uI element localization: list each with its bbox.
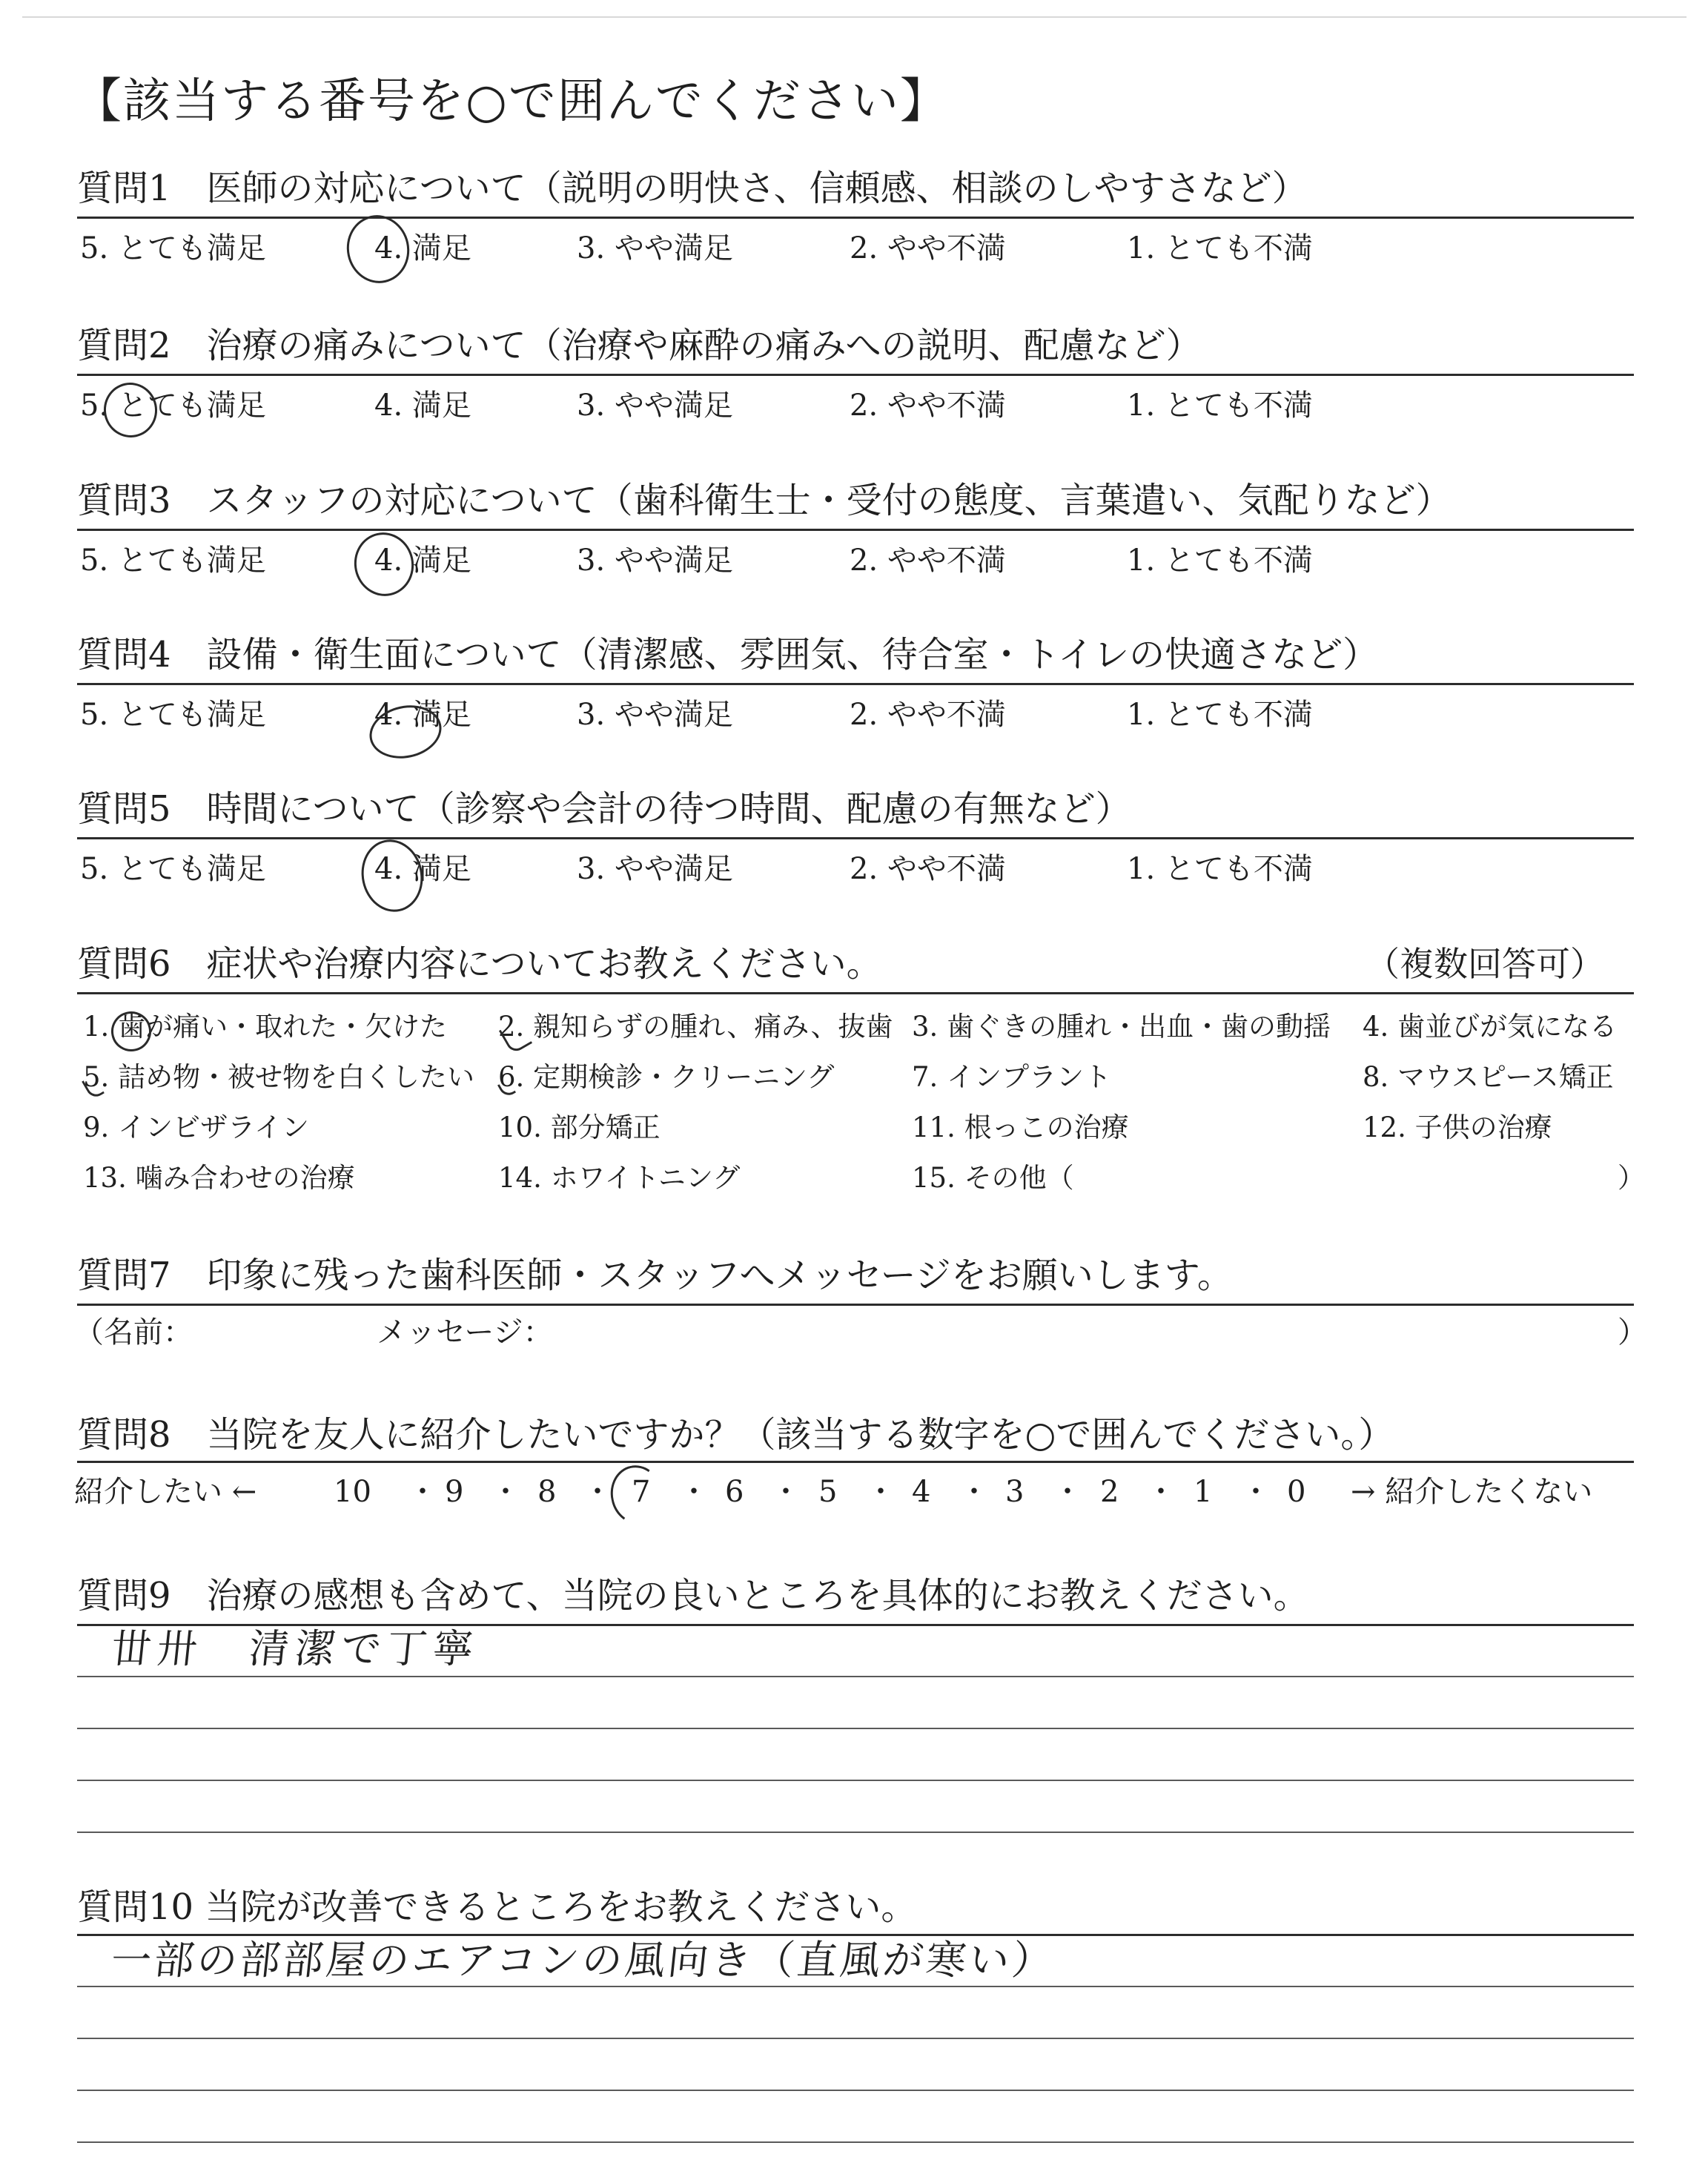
q8-separator: ・ xyxy=(491,1475,520,1509)
q6-option-15-close: ） xyxy=(1618,1162,1645,1194)
q8-scale-6[interactable]: 6 xyxy=(725,1475,744,1509)
q4-option-5[interactable]: 5. とても満足 xyxy=(80,698,266,732)
q4-title: 質問4 設備・衛生面について（清潔感、雰囲気、待合室・トイレの快適さなど） xyxy=(77,634,1379,676)
q1-rule xyxy=(77,217,1634,219)
q5-rule xyxy=(77,837,1634,839)
q7-rule xyxy=(77,1304,1634,1306)
q2-option-3[interactable]: 3. やや満足 xyxy=(577,389,733,423)
q2-option-2[interactable]: 2. やや不満 xyxy=(850,389,1006,423)
q6-option-4[interactable]: 4. 歯並びが気になる xyxy=(1363,1011,1618,1043)
q8-scale-0[interactable]: 0 xyxy=(1287,1475,1306,1509)
q3-title: 質問3 スタッフの対応について（歯科衛生士・受付の態度、言葉遣い、気配りなど） xyxy=(77,480,1452,521)
q2-option-1[interactable]: 1. とても不満 xyxy=(1127,389,1313,423)
q5-option-2[interactable]: 2. やや不満 xyxy=(850,852,1006,886)
q8-scale-3[interactable]: 3 xyxy=(1005,1475,1025,1509)
q8-scale-4[interactable]: 4 xyxy=(912,1475,931,1509)
q10-answer-line xyxy=(77,1986,1634,1987)
q7-message-label: メッセージ： xyxy=(377,1315,553,1350)
q8-right-label: → 紹介したくない xyxy=(1351,1475,1593,1509)
q8-scale-10[interactable]: 10 xyxy=(334,1475,371,1509)
q5-option-4[interactable]: 4. 満足 xyxy=(374,852,471,886)
q8-scale-2[interactable]: 2 xyxy=(1100,1475,1119,1509)
q10-answer-line xyxy=(77,2141,1634,2143)
q4-option-4[interactable]: 4. 満足 xyxy=(374,698,471,732)
q8-separator: ・ xyxy=(866,1475,896,1509)
q6-note: （複数回答可） xyxy=(1366,944,1604,984)
q4-option-1[interactable]: 1. とても不満 xyxy=(1127,698,1313,732)
q1-option-4[interactable]: 4. 満足 xyxy=(374,231,471,265)
q8-separator: ・ xyxy=(1146,1475,1176,1509)
q8-selection-circle xyxy=(605,1461,668,1530)
q10-answer[interactable]: 一部の部部屋のエアコンの風向き（直風が寒い） xyxy=(108,1937,1058,1984)
q2-option-4[interactable]: 4. 満足 xyxy=(374,389,471,423)
q5-option-3[interactable]: 3. やや満足 xyxy=(577,852,733,886)
q6-option-5[interactable]: 5. 詰め物・被せ物を白くしたい xyxy=(83,1061,475,1093)
q5-selection-circle xyxy=(355,834,430,918)
q3-option-4[interactable]: 4. 満足 xyxy=(374,544,471,578)
q8-scale-1[interactable]: 1 xyxy=(1194,1475,1213,1509)
q4-option-3[interactable]: 3. やや満足 xyxy=(577,698,733,732)
q9-title: 質問9 治療の感想も含めて、当院の良いところを具体的にお教えください。 xyxy=(77,1575,1309,1616)
q8-separator: ・ xyxy=(959,1475,989,1509)
q2-option-5[interactable]: 5. とても満足 xyxy=(80,389,266,423)
q8-scale-9[interactable]: 9 xyxy=(445,1475,464,1509)
q5-option-5[interactable]: 5. とても満足 xyxy=(80,852,266,886)
q2-title: 質問2 治療の痛みについて（治療や麻酔の痛みへの説明、配慮など） xyxy=(77,325,1202,366)
q6-title: 質問6 症状や治療内容についてお教えください。 xyxy=(77,943,882,985)
q3-option-1[interactable]: 1. とても不満 xyxy=(1127,544,1313,578)
q9-answer-line xyxy=(77,1832,1634,1833)
q9-answer-line xyxy=(77,1780,1634,1781)
q8-rule xyxy=(77,1461,1634,1463)
q8-separator: ・ xyxy=(1053,1475,1082,1509)
q5-option-1[interactable]: 1. とても不満 xyxy=(1127,852,1313,886)
q3-rule xyxy=(77,529,1634,531)
q6-option-12[interactable]: 12. 子供の治療 xyxy=(1363,1112,1552,1143)
q8-title: 質問8 当院を友人に紹介したいですか？（該当する数字を○で囲んでください。） xyxy=(77,1414,1394,1456)
q10-answer-line xyxy=(77,2038,1634,2039)
q1-selection-circle xyxy=(340,209,415,288)
q9-answer-line xyxy=(77,1728,1634,1729)
q8-scale-8[interactable]: 8 xyxy=(537,1475,557,1509)
q4-rule xyxy=(77,683,1634,685)
q8-scale-7[interactable]: 7 xyxy=(632,1475,651,1509)
q6-option-6[interactable]: 6. 定期検診・クリーニング xyxy=(498,1061,835,1093)
q1-option-2[interactable]: 2. やや不満 xyxy=(850,231,1006,265)
q9-answer[interactable]: 丗卅 清潔で丁寧 xyxy=(108,1625,482,1672)
q3-option-3[interactable]: 3. やや満足 xyxy=(577,544,733,578)
q10-answer-line xyxy=(77,2090,1634,2091)
q6-option-11[interactable]: 11. 根っこの治療 xyxy=(912,1112,1129,1143)
q8-separator: ・ xyxy=(771,1475,801,1509)
q8-scale-5[interactable]: 5 xyxy=(818,1475,838,1509)
q3-option-5[interactable]: 5. とても満足 xyxy=(80,544,266,578)
q4-option-2[interactable]: 2. やや不満 xyxy=(850,698,1006,732)
q7-title: 質問7 印象に残った歯科医師・スタッフへメッセージをお願いします。 xyxy=(77,1255,1233,1296)
q3-option-2[interactable]: 2. やや不満 xyxy=(850,544,1006,578)
q6-option-10[interactable]: 10. 部分矯正 xyxy=(498,1112,661,1143)
q3-selection-circle xyxy=(348,527,420,602)
q10-rule xyxy=(77,1934,1634,1936)
q7-close-paren: ） xyxy=(1618,1315,1647,1350)
page-heading: 【該当する番号を○で囲んでください】 xyxy=(74,74,949,129)
q5-title: 質問5 時間について（診察や会計の待つ時間、配慮の有無など） xyxy=(77,788,1131,830)
q7-name-label: （名前： xyxy=(74,1315,193,1350)
q6-rule xyxy=(77,992,1634,994)
q8-separator: ・ xyxy=(583,1475,612,1509)
q6-option-2[interactable]: 2. 親知らずの腫れ、痛み、抜歯 xyxy=(498,1011,893,1043)
q2-rule xyxy=(77,374,1634,376)
q8-left-label: 紹介したい ← xyxy=(74,1475,257,1509)
q8-separator: ・ xyxy=(408,1475,437,1509)
q6-option-1[interactable]: 1. 歯が痛い・取れた・欠けた xyxy=(83,1011,448,1043)
q8-separator: ・ xyxy=(679,1475,709,1509)
q1-option-3[interactable]: 3. やや満足 xyxy=(577,231,733,265)
q9-answer-line xyxy=(77,1676,1634,1677)
q1-title: 質問1 医師の対応について（説明の明快さ、信頼感、相談のしやすさなど） xyxy=(77,168,1308,209)
q6-option-8[interactable]: 8. マウスピース矯正 xyxy=(1363,1061,1614,1093)
q1-option-5[interactable]: 5. とても満足 xyxy=(80,231,266,265)
q6-option-14[interactable]: 14. ホワイトニング xyxy=(498,1162,741,1194)
q10-title: 質問10 当院が改善できるところをお教えください。 xyxy=(77,1886,917,1928)
top-border xyxy=(22,16,1687,18)
q6-option-3[interactable]: 3. 歯ぐきの腫れ・出血・歯の動揺 xyxy=(912,1011,1331,1043)
q6-option-9[interactable]: 9. インビザライン xyxy=(83,1112,309,1143)
q6-option-7[interactable]: 7. インプラント xyxy=(912,1061,1112,1093)
q8-separator: ・ xyxy=(1241,1475,1271,1509)
q6-option-15[interactable]: 15. その他（ xyxy=(912,1162,1074,1194)
q1-option-1[interactable]: 1. とても不満 xyxy=(1127,231,1313,265)
q6-option-13[interactable]: 13. 噛み合わせの治療 xyxy=(83,1162,355,1194)
